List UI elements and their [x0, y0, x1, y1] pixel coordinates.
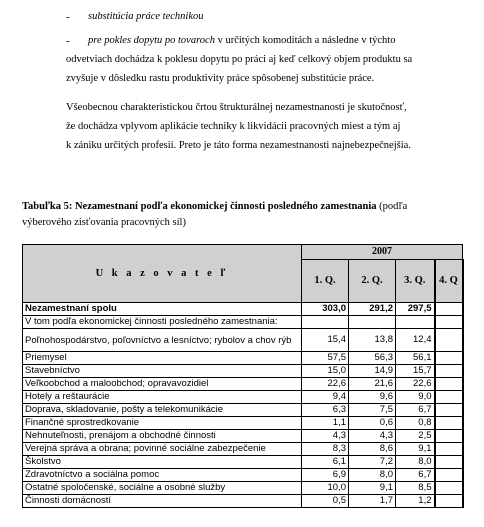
table-row [23, 352, 463, 365]
bullet-2-line-1: pre pokles dopytu po tovaroch v určitých komoditách a následne v týchto [88, 35, 396, 46]
year-header: 2007 [302, 245, 463, 260]
value-cell: 10,0 [302, 482, 349, 495]
value-cell: 0,5 [302, 495, 349, 508]
value-cell: 6,7 [396, 404, 435, 417]
value-cell: 6,3 [302, 404, 349, 417]
table-row [23, 303, 463, 316]
value-cell: 57,5 [302, 352, 349, 365]
table-row [23, 443, 463, 456]
empty-q4-cell [435, 352, 463, 365]
value-cell: 0,6 [349, 417, 396, 430]
paragraph-line-1: Všeobecnou charakteristickou črtou štrukturálnej nezamestnanosti je skutočnosť, [66, 102, 407, 113]
table-row [23, 430, 463, 443]
empty-q4-cell [435, 365, 463, 378]
row-label: Poľnohospodárstvo, poľovníctvo a lesníctvo; rybolov a chov rýb [23, 329, 302, 352]
empty-q4-cell [435, 469, 463, 482]
value-cell: 14,9 [349, 365, 396, 378]
value-cell: 297,5 [396, 303, 435, 316]
row-label: Školstvo [23, 456, 302, 469]
row-label: Stavebníctvo [23, 365, 302, 378]
quarter-header: 4. Q [435, 260, 463, 303]
table-row [23, 456, 463, 469]
value-cell: 6,1 [302, 456, 349, 469]
value-cell: 1,7 [349, 495, 396, 508]
empty-q4-cell [435, 482, 463, 495]
table-row [23, 378, 463, 391]
empty-q4-cell [435, 417, 463, 430]
empty-q4-cell [435, 443, 463, 456]
value-cell: 9,4 [302, 391, 349, 404]
row-label: Zdravotníctvo a sociálna pomoc [23, 469, 302, 482]
table-row [23, 391, 463, 404]
row-label: Hotely a reštaurácie [23, 391, 302, 404]
value-cell: 9,6 [349, 391, 396, 404]
row-label: Finančné sprostredkovanie [23, 417, 302, 430]
empty-q4-cell [435, 404, 463, 417]
value-cell: 8,6 [349, 443, 396, 456]
quarter-header: 1. Q. [302, 260, 349, 303]
empty-q4-cell [435, 456, 463, 469]
value-cell: 13,8 [349, 329, 396, 352]
row-label: Činnosti domácností [23, 495, 302, 508]
empty-q4-cell [435, 329, 463, 352]
value-cell: 8,0 [396, 456, 435, 469]
value-cell [349, 316, 396, 329]
row-label: V tom podľa ekonomickej činnosti posledného zamestnania: [23, 316, 302, 329]
row-label: Nezamestnaní spolu [23, 303, 302, 316]
value-cell: 22,6 [302, 378, 349, 391]
table-row [23, 469, 463, 482]
empty-q4-cell [435, 430, 463, 443]
empty-q4-cell [435, 378, 463, 391]
row-label: Priemysel [23, 352, 302, 365]
unemployment-table [22, 244, 464, 508]
value-cell: 2,5 [396, 430, 435, 443]
value-cell: 1,1 [302, 417, 349, 430]
value-cell: 4,3 [302, 430, 349, 443]
value-cell: 8,5 [396, 482, 435, 495]
value-cell: 4,3 [349, 430, 396, 443]
quarter-header: 3. Q. [396, 260, 435, 303]
value-cell [302, 316, 349, 329]
empty-q4-cell [435, 495, 463, 508]
value-cell: 15,0 [302, 365, 349, 378]
indicator-header: U k a z o v a t e ľ [23, 245, 302, 303]
row-label: Doprava, skladovanie, pošty a telekomunikácie [23, 404, 302, 417]
empty-q4-cell [435, 303, 463, 316]
table-row [23, 417, 463, 430]
table-row [23, 365, 463, 378]
value-cell: 21,6 [349, 378, 396, 391]
row-label: Veľkoobchod a maloobchod; opravavozidiel [23, 378, 302, 391]
table-row [23, 316, 463, 329]
quarter-header: 2. Q. [349, 260, 396, 303]
row-label: Ostatné spoločenské, sociálne a osobné služby [23, 482, 302, 495]
value-cell: 9,0 [396, 391, 435, 404]
value-cell: 9,1 [396, 443, 435, 456]
value-cell: 56,1 [396, 352, 435, 365]
bullet-1-text: substitúcia práce technikou [88, 11, 204, 22]
value-cell: 0,8 [396, 417, 435, 430]
value-cell: 56,3 [349, 352, 396, 365]
table-row [23, 404, 463, 417]
empty-q4-cell [435, 316, 463, 329]
empty-q4-cell [435, 391, 463, 404]
table-row [23, 482, 463, 495]
value-cell: 8,3 [302, 443, 349, 456]
bullet-2-line-3: zvyšuje v dôsledku rastu produktivity práce spôsobenej substitúcie práce. [66, 73, 375, 84]
table-caption: Tabuľka 5: Nezamestnaní podľa ekonomickej činnosti posledného zamestnania (podľa výberového zisťovania pracovných síl) [22, 201, 408, 228]
table-row [23, 495, 463, 508]
value-cell: 6,7 [396, 469, 435, 482]
value-cell [396, 316, 435, 329]
value-cell: 6,9 [302, 469, 349, 482]
value-cell: 7,2 [349, 456, 396, 469]
value-cell: 22,6 [396, 378, 435, 391]
value-cell: 15,4 [302, 329, 349, 352]
value-cell: 291,2 [349, 303, 396, 316]
bullet-dash: - [66, 36, 70, 47]
bullet-2-line-2: odvetviach dochádza k poklesu dopytu po práci aj keď celkový objem produktu sa [66, 54, 413, 65]
row-label: Verejná správa a obrana; povinné sociálne zabezpečenie [23, 443, 302, 456]
value-cell: 8,0 [349, 469, 396, 482]
value-cell: 12,4 [396, 329, 435, 352]
paragraph-line-3: k zániku určitých profesií. Preto je táto forma nezamestnanosti najnebezpečnejšia. [66, 140, 411, 151]
row-label: Nehnuteľnosti, prenájom a obchodné činnosti [23, 430, 302, 443]
value-cell: 1,2 [396, 495, 435, 508]
value-cell: 303,0 [302, 303, 349, 316]
value-cell: 15,7 [396, 365, 435, 378]
table-row [23, 329, 463, 352]
value-cell: 7,5 [349, 404, 396, 417]
value-cell: 9,1 [349, 482, 396, 495]
bullet-dash: - [66, 12, 70, 23]
paragraph-line-2: že dochádza vplyvom aplikácie techniky k likvidácii pracovných miest a tým aj [66, 121, 401, 132]
table-body [23, 303, 463, 508]
